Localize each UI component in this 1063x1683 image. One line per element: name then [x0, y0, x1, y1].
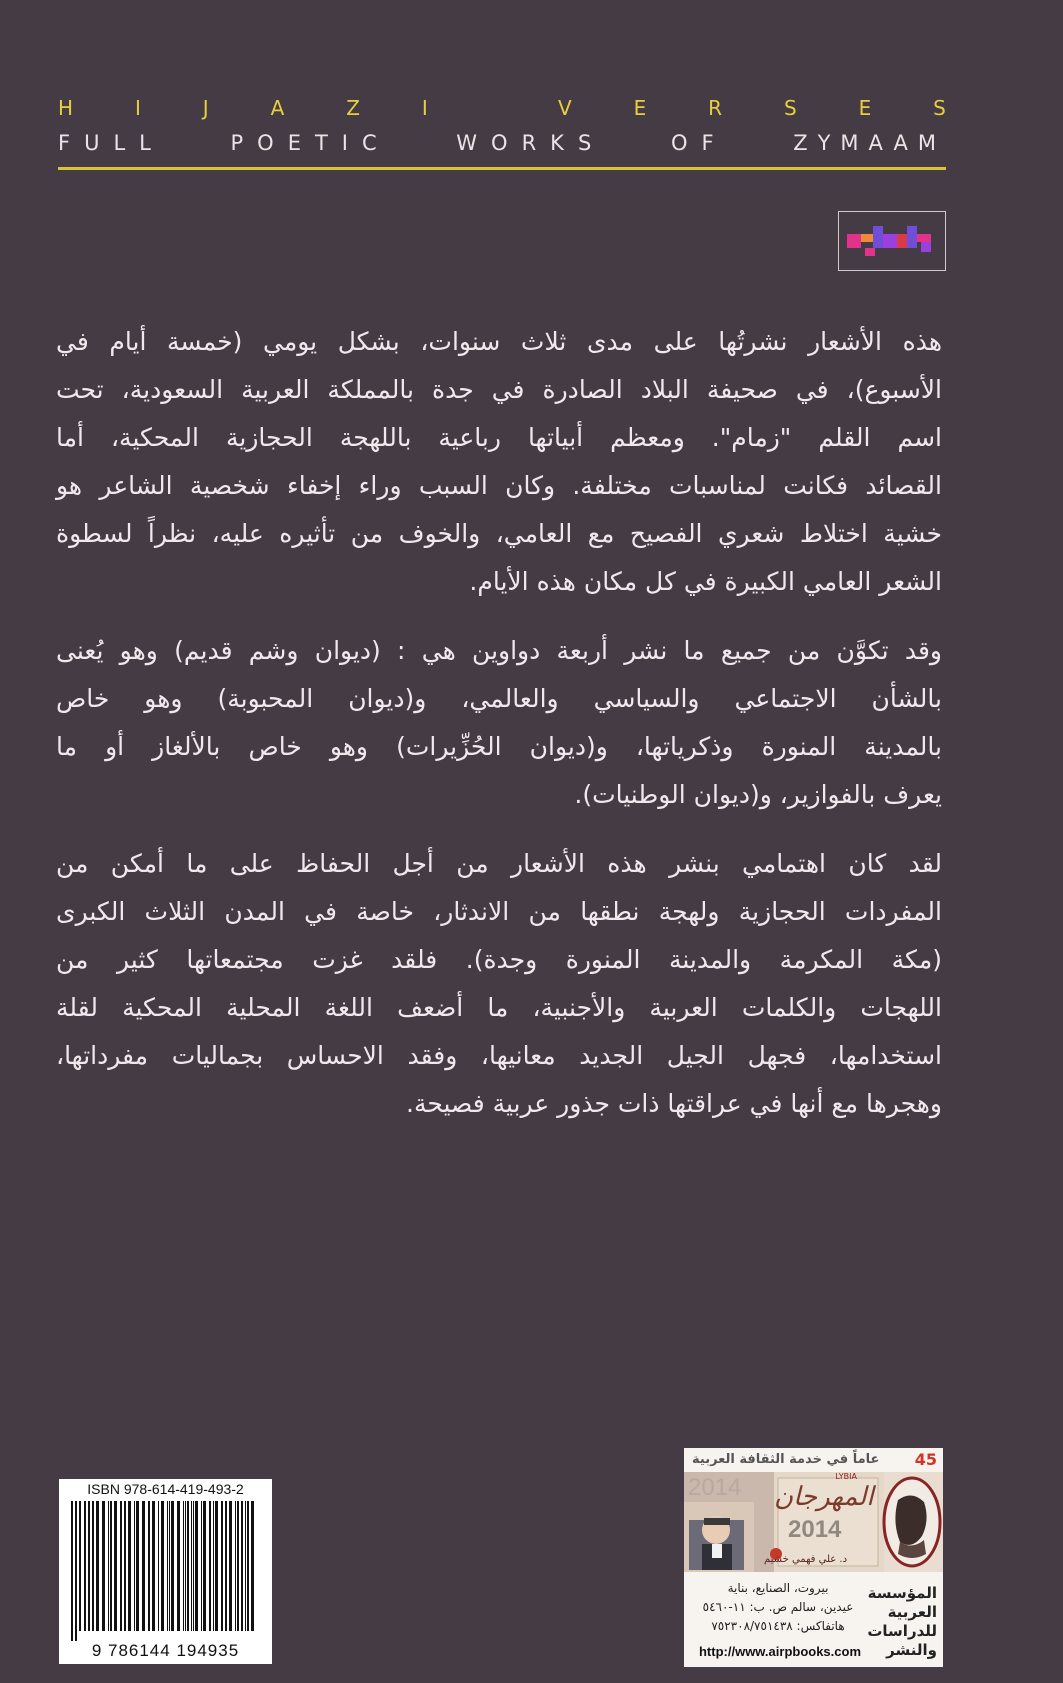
paragraph-2: [56, 627, 942, 819]
title-letter: H: [58, 96, 74, 120]
subtitle-word: FULL: [58, 131, 165, 155]
title-letter: A: [270, 96, 285, 120]
festival-city: LYBIA: [835, 1472, 857, 1481]
festival-title: المهرجان: [774, 1482, 874, 1512]
text-line: اللهجات والكلمات العربية والأجنبية، ما أضعف اللغة المحلية المحكية لقلة: [56, 993, 942, 1022]
text-line: هذه الأشعار نشرتُها على مدى ثلاث سنوات، بشكل يومي (خمسة أيام في: [56, 327, 942, 356]
publisher-logo: [838, 211, 946, 271]
address-line: بيروت، الصنايع، بناية: [727, 1581, 829, 1595]
publisher-logo-blocks-icon: [839, 212, 945, 270]
publisher-name-line: العربية: [887, 1603, 937, 1621]
publisher-name-line: والنشر: [886, 1641, 937, 1659]
back-cover-text: [56, 318, 942, 1149]
text-line: لقد كان اهتمامي بنشر هذه الأشعار من أجل الحفاظ على ما أمكن من: [56, 849, 942, 878]
text-line: الأسبوع)، في صحيفة البلاد الصادرة في جدة بالمملكة العربية السعودية، تحت: [56, 375, 942, 404]
publisher-stamp: [684, 1448, 943, 1667]
honoree-credit: د. علي فهمي خشيم: [764, 1554, 848, 1565]
paragraph-3: [56, 840, 942, 1128]
english-title: [58, 96, 946, 120]
text-line: القصائد فكانت لمناسبات مختلفة. وكان السبب وراء إخفاء شخصية الشاعر هو: [56, 471, 942, 500]
title-letter: E: [858, 96, 872, 120]
title-letter: I: [421, 96, 428, 120]
text-line: (مكة المكرمة والمدينة المنورة وجدة). فلقد غزت مجتمعاتها كثير من: [56, 945, 942, 974]
publisher-name-line: للدراسات: [867, 1622, 937, 1640]
text-line: الشعر العامي الكبيرة في كل مكان هذه الأيام.: [469, 567, 942, 596]
barcode-bars-icon: [59, 1479, 272, 1664]
text-line: خشية اختلاط شعري الفصيح مع العامي، والخوف من تأثيره عليه، نظراً لسطوة: [56, 519, 942, 548]
festival-year: 2014: [688, 1474, 742, 1501]
text-line: استخدامها، فجهل الجيل الجديد معانيها، وفقد الاحساس بجماليات مفرداتها،: [56, 1041, 942, 1070]
text-line: يعرف بالفوازير، و(ديوان الوطنيات).: [574, 780, 942, 809]
text-line: اسم القلم "زمام". ومعظم أبياتها رباعية باللهجة الحجازية المحكية، أما: [56, 423, 942, 452]
isbn-label: ISBN 978-614-419-493-2: [87, 1481, 244, 1497]
text-line: وهجرها مع أنها في عراقتها ذات جذور عربية فصيحة.: [406, 1089, 942, 1118]
publisher-name-line: المؤسسة: [867, 1584, 937, 1602]
isbn-barcode: [59, 1479, 272, 1664]
title-letter: S: [783, 96, 797, 120]
title-letter: I: [134, 96, 141, 120]
subtitle-word: ZYMAAM: [793, 131, 946, 155]
subtitle-word: POETIC: [230, 131, 391, 155]
title-letter: S: [933, 96, 946, 120]
subtitle-word: OF: [670, 131, 728, 155]
festival-artwork: [684, 1472, 943, 1572]
address-line: عيدين، سالم ص. ب: ١١-٥٤٦٠: [702, 1600, 854, 1614]
title-letter: V: [557, 96, 572, 120]
text-line: بالمدينة المنورة وذكرياتها، و(ديوان الحُزِّيرات) وهو خاص بالألغاز أو ما: [56, 732, 942, 761]
text-line: وقد تكوَّن من جميع ما نشر أربعة دواوين هي : (ديوان وشم قديم) وهو يُعنى: [56, 636, 942, 665]
publisher-website[interactable]: http://www.airpbooks.com: [698, 1644, 862, 1659]
title-letter: R: [708, 96, 723, 120]
barcode-digits: 9 786144 194935: [91, 1641, 240, 1660]
address-line: هاتفاكس: ٧٥٢٣٠٨/٧٥١٤٣٨: [711, 1619, 845, 1633]
title-letter: [490, 96, 496, 120]
title-letter: E: [633, 96, 647, 120]
subtitle-word: WORKS: [456, 131, 606, 155]
anniversary-banner: [684, 1448, 943, 1472]
title-letter: J: [202, 96, 209, 120]
text-line: بالشأن الاجتماعي والسياسي والعالمي، و(ديوان المحبوبة) وهو خاص: [56, 684, 942, 713]
anniversary-slogan: عاماً في خدمة الثقافة العربية: [692, 1452, 880, 1467]
publisher-address: [688, 1579, 868, 1636]
header-divider: [58, 167, 946, 170]
anniversary-number: 45: [914, 1450, 937, 1469]
publisher-name: [867, 1584, 937, 1660]
title-letter: Z: [346, 96, 360, 120]
text-line: المفردات الحجازية ولهجة نطقها من الاندثار، خاصة في المدن الثلاث الكبرى: [56, 897, 942, 926]
english-subtitle: [58, 131, 946, 155]
festival-year-repeat: 2014: [788, 1516, 842, 1543]
paragraph-1: [56, 318, 942, 606]
